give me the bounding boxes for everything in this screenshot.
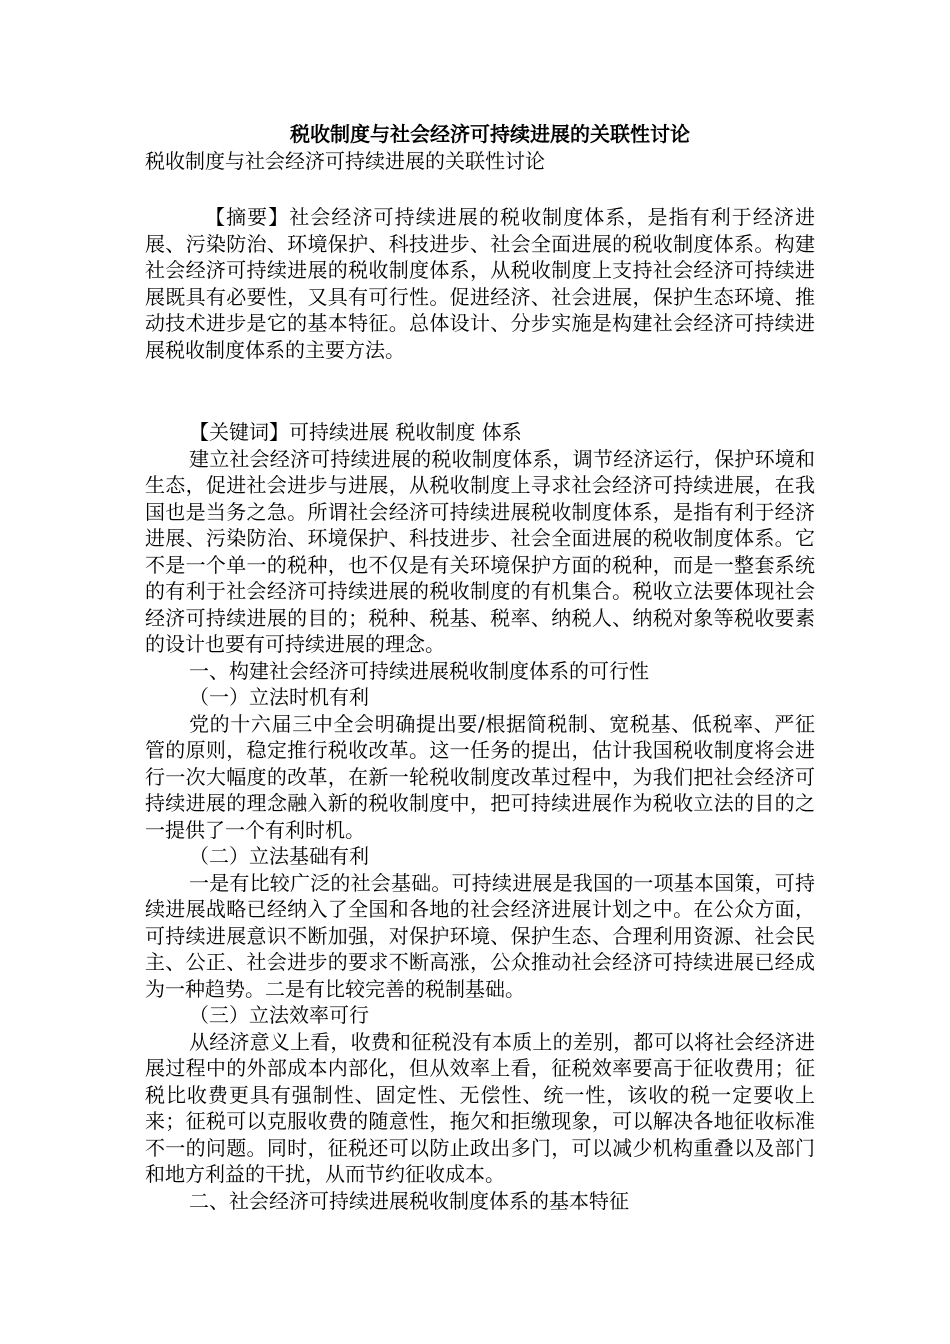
section-heading-1: 一、构建社会经济可持续进展税收制度体系的可行性 bbox=[189, 658, 649, 683]
subsection-paragraph-3: 从经济意义上看，收费和征税没有本质上的差别，都可以将社会经济进展过程中的外部成本内部化，但从效率上看，征税效率要高于征收费用；征税比收费更具有强制性、固定性、无偿性、统一性，该收的税一定要收上来；征税可以克服收费的随意性，拖欠和拒缴现象，可以解决各地征收标准不一的问题。同时，征税还可以防止政出多门，可以减少机构重叠以及部门和地方利益的干扰，从而节约征收成本。 bbox=[145, 1029, 815, 1186]
subsection-paragraph-2: 一是有比较广泛的社会基础。可持续进展是我国的一项基本国策，可持续进展战略已经纳入了全国和各地的社会经济进展计划之中。在公众方面，可持续进展意识不断加强，对保护环境、保护生态、合理利用资源、社会民主、公正、社会进步的要求不断高涨，公众推动社会经济可持续进展已经成为一种趋势。二是有比较完善的税制基础。 bbox=[145, 870, 815, 1001]
keywords-line: 【关键词】可持续进展 税收制度 体系 bbox=[189, 420, 522, 444]
subsection-heading-2: （二）立法基础有利 bbox=[189, 844, 369, 868]
subsection-heading-1: （一）立法时机有利 bbox=[189, 685, 369, 709]
document-page bbox=[145, 120, 815, 1214]
abstract-paragraph: 【摘要】社会经济可持续进展的税收制度体系，是指有利于经济进展、污染防治、环境保护、科技进步、社会全面进展的税收制度体系。构建社会经济可持续进展的税收制度体系，从税收制度上支持社会经济可持续进展既具有必要性，又具有可行性。促进经济、社会进展，保护生态环境、推动技术进步是它的基本特征。总体设计、分步实施是构建社会经济可持续进展税收制度体系的主要方法。 bbox=[145, 205, 815, 362]
document-subtitle: 税收制度与社会经济可持续进展的关联性讨论 bbox=[145, 149, 545, 173]
subsection-paragraph-1: 党的十六届三中全会明确提出要/根据简税制、宽税基、低税率、严征管的原则，稳定推行税收改革。这一任务的提出，估计我国税收制度将会进行一次大幅度的改革，在新一轮税收制度改革过程中，为我们把社会经济可持续进展的理念融入新的税收制度中，把可持续进展作为税收立法的目的之一提供了一个有利时机。 bbox=[145, 711, 815, 842]
document-title: 税收制度与社会经济可持续进展的关联性讨论 bbox=[290, 122, 690, 146]
intro-paragraph: 建立社会经济可持续进展的税收制度体系，调节经济运行，保护环境和生态，促进社会进步与进展，从税收制度上寻求社会经济可持续进展，在我国也是当务之急。所谓社会经济可持续进展税收制度体系，是指有利于经济进展、污染防治、环境保护、科技进步、社会全面进展的税收制度体系。它不是一个单一的税种，也不仅是有关环境保护方面的税种，而是一整套系统的有利于社会经济可持续进展的税收制度的有机集合。税收立法要体现社会经济可持续进展的目的；税种、税基、税率、纳税人、纳税对象等税收要素的设计也要有可持续进展的理念。 bbox=[145, 446, 815, 656]
subsection-heading-3: （三）立法效率可行 bbox=[189, 1003, 369, 1027]
spacer bbox=[145, 174, 815, 204]
section-heading-2: 二、社会经济可持续进展税收制度体系的基本特征 bbox=[189, 1188, 629, 1213]
spacer bbox=[145, 363, 815, 419]
